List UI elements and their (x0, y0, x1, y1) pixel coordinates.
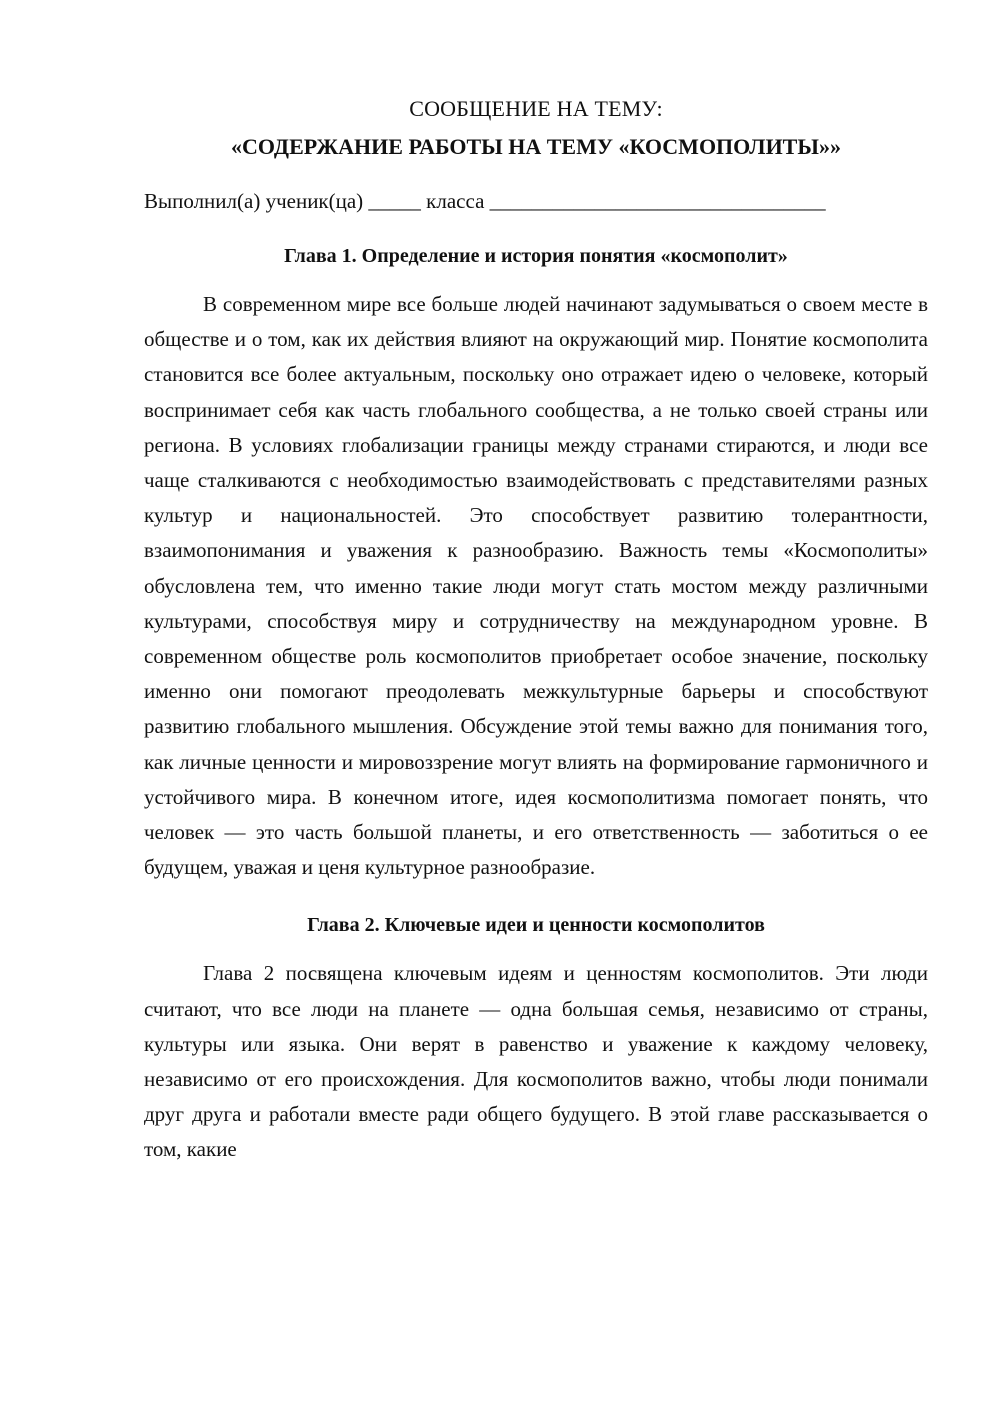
chapter-2-paragraph: Глава 2 посвящена ключевым идеям и ценностям космополитов. Эти люди считают, что все люди на планете — одна большая семья, независимо от страны, культуры или языка. Они верят в равенство и уважение к каждому человеку, независимо от его происхождения. Для космополитов важно, чтобы люди понимали друг друга и работали вместе ради общего будущего. В этой главе рассказывается о том, какие (144, 961, 928, 1162)
chapter-1-paragraph: В современном мире все больше людей начинают задумываться о своем месте в обществе и о том, как их действия влияют на окружающий мир. Понятие космополита становится все более актуальным, поскольку оно отражает идею о человеке, который воспринимает себя как часть глобального сообщества, а не только своей страны или региона. В условиях глобализации границы между странами стираются, и люди все чаще сталкиваются с необходимостью взаимодействовать с представителями разных культур и национальностей. Это способствует развитию толерантности, взаимопонимания и уважения к разнообразию. Важность темы «Космополиты» обусловлена тем, что именно такие люди могут стать мостом между различными культурами, способствуя миру и сотрудничеству на международном уровне. В современном обществе роль космополитов приобретает особое значение, поскольку именно они помогают преодолевать межкультурные барьеры и способствуют развитию глобального мышления. Обсуждение этой темы важно для понимания того, как личные ценности и мировоззрение могут влиять на формирование гармоничного и устойчивого мира. В конечном итоге, идея космополитизма помогает понять, что человек — это часть большой планеты, и его ответственность — заботиться о ее будущем, уважая и ценя культурное разнообразие. (144, 292, 928, 880)
document-title-line-2: «СОДЕРЖАНИЕ РАБОТЫ НА ТЕМУ «КОСМОПОЛИТЫ»» (231, 134, 841, 159)
student-info-line: Выполнил(а) ученик(ца) _____ класса ________________________________ (144, 189, 826, 213)
document-title-line-1: СООБЩЕНИЕ НА ТЕМУ: (409, 96, 663, 121)
page-content (144, 92, 928, 1168)
chapter-2-heading: Глава 2. Ключевые идеи и ценности космополитов (307, 914, 765, 937)
chapter-1-heading: Глава 1. Определение и история понятия «космополит» (284, 245, 788, 267)
